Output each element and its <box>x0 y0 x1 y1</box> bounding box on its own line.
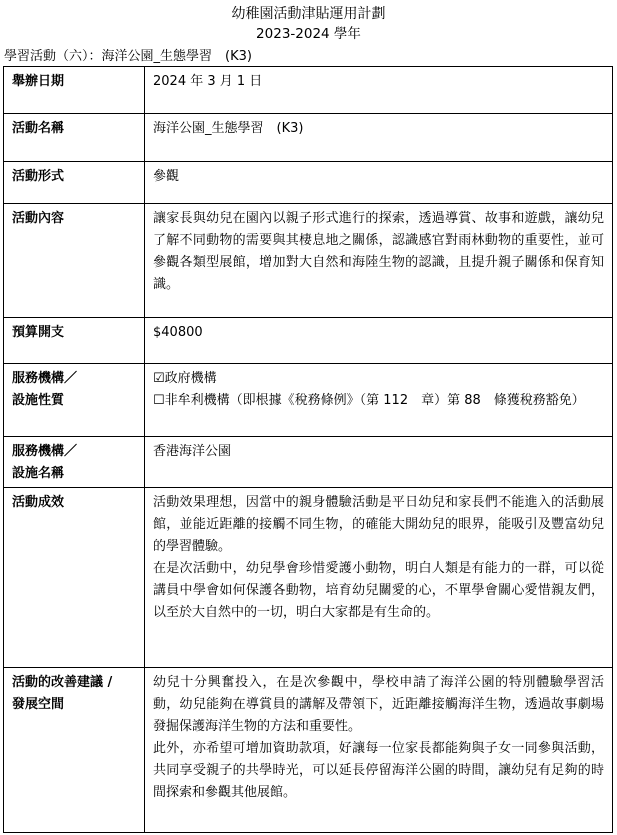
value-org-type <box>145 364 613 437</box>
unchecked-checkbox-icon: ☐ <box>153 393 165 408</box>
option-government-label: 政府機構 <box>164 371 217 386</box>
label-form: 活動形式 <box>4 162 145 204</box>
row-org-type <box>4 364 613 437</box>
value-content: 讓家長與幼兒在園內以親子形式進行的探索，透過導賞、故事和遊戲，讓幼兒了解不同動物的需要與其棲息地之關係，認識感官對雨林動物的重要性，並可參觀各類型展館，增加對大自然和海陸生物的認識，且提升親子關係和保育知識。 <box>145 204 613 318</box>
label-budget: 預算開支 <box>4 318 145 364</box>
row-date <box>4 67 613 114</box>
value-org-name: 香港海洋公園 <box>145 437 613 488</box>
checked-checkbox-icon: ☑ <box>153 371 165 386</box>
row-form <box>4 162 613 204</box>
row-effect <box>4 488 613 668</box>
row-content <box>4 204 613 318</box>
label-org-type-line2: 設施性質 <box>12 393 65 408</box>
improve-paragraph-2: 此外，亦希望可增加資助款項，好讓每一位家長都能夠與子女一同參與活動，共同享受親子的共學時光，可以延長停留海洋公園的時間，讓幼兒有足夠的時間探索和參觀其他展館。 <box>153 741 604 800</box>
document-title: 幼稚園活動津貼運用計劃 <box>231 6 386 22</box>
option-nonprofit <box>153 390 604 412</box>
effect-paragraph-2: 在是次活動中，幼兒學會珍惜愛護小動物，明白人類是有能力的一群，可以從講員中學會如何保護各動物，培育幼兒關愛的心，不單學會關心愛惜親友們，以至於大自然中的一切，明白大家都是有生命的。 <box>153 561 604 620</box>
row-improve <box>4 668 613 833</box>
value-name: 海洋公園_生態學習 (K3) <box>145 114 613 162</box>
label-improve-line1: 活動的改善建議 / <box>12 675 113 690</box>
label-content: 活動內容 <box>4 204 145 318</box>
label-org-type-line1: 服務機構／ <box>12 371 78 386</box>
option-nonprofit-label: 非牟利機構（即根據《稅務條例》（第 112 章）第 88 條獲稅務豁免） <box>164 393 585 408</box>
activity-subtitle: 學習活動（六）：海洋公園_生態學習 (K3) <box>4 49 252 64</box>
activity-table <box>3 66 613 833</box>
label-name: 活動名稱 <box>4 114 145 162</box>
row-org-name <box>4 437 613 488</box>
row-budget <box>4 318 613 364</box>
value-form: 參觀 <box>145 162 613 204</box>
value-effect <box>145 488 613 668</box>
value-improve <box>145 668 613 833</box>
school-year: 2023-2024 學年 <box>256 26 361 42</box>
improve-paragraph-1: 幼兒十分興奮投入，在是次參觀中，學校申請了海洋公園的特別體驗學習活動，幼兒能夠在導賞員的講解及帶領下，近距離接觸海洋生物，透過故事劇場發掘保護海洋生物的方法和重要性。 <box>153 675 604 734</box>
option-government <box>153 368 604 390</box>
row-name <box>4 114 613 162</box>
label-org-type <box>4 364 145 437</box>
label-improve-line2: 發展空間 <box>12 697 65 712</box>
label-org-name-line2: 設施名稱 <box>12 466 65 481</box>
label-effect: 活動成效 <box>4 488 145 668</box>
label-org-name <box>4 437 145 488</box>
label-org-name-line1: 服務機構／ <box>12 444 78 459</box>
label-improve <box>4 668 145 833</box>
value-budget: $40800 <box>145 318 613 364</box>
label-date: 舉辦日期 <box>4 67 145 114</box>
effect-paragraph-1: 活動效果理想，因當中的親身體驗活動是平日幼兒和家長們不能進入的活動展館，並能近距離的接觸不同生物，的確能大開幼兒的眼界，能吸引及豐富幼兒的學習體驗。 <box>153 495 604 554</box>
value-date: 2024 年 3 月 1 日 <box>145 67 613 114</box>
